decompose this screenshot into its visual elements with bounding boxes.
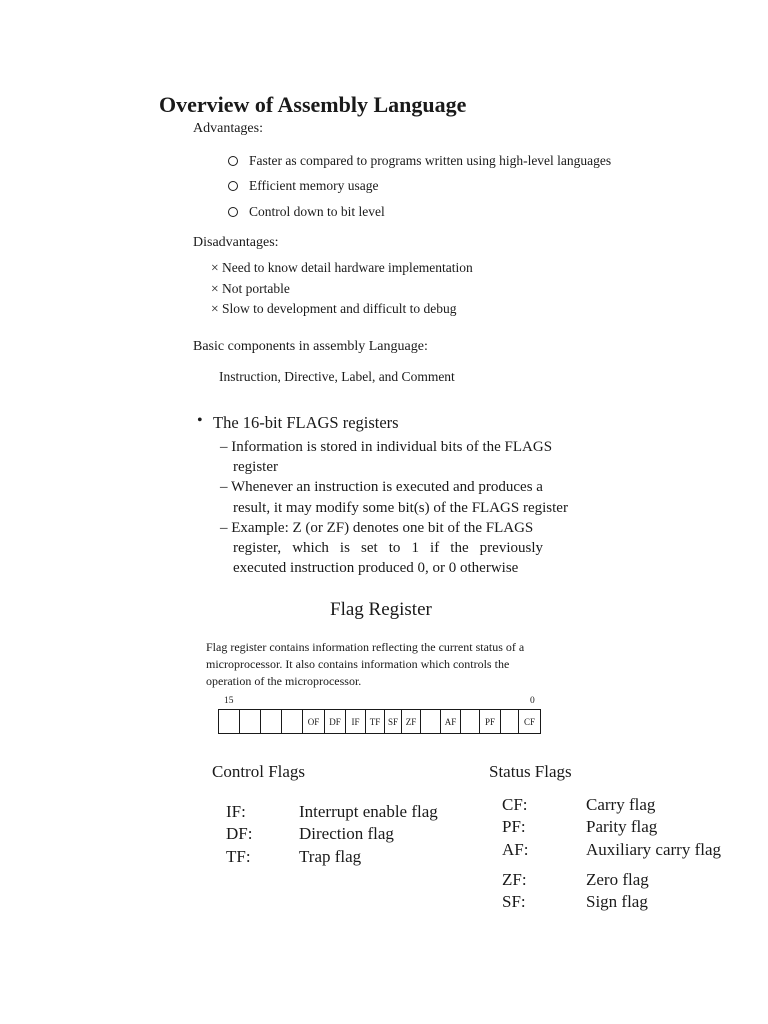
circle-bullet-icon [228,181,238,191]
flags-section-heading: The 16-bit FLAGS registers [213,413,399,432]
control-flag-code: DF: [226,824,253,843]
flags-line: executed instruction produced 0, or 0 otherwise [233,560,519,576]
control-flag-name: Direction flag [299,824,394,843]
flags-line: – Example: Z (or ZF) denotes one bit of the FLAGS [220,520,534,536]
bit-label-low: 0 [530,696,535,706]
register-cell: PF [480,710,501,733]
flags-line: – Whenever an instruction is executed and produces a [220,479,543,495]
register-cell: DF [325,710,346,733]
status-flags-heading: Status Flags [489,762,572,781]
flag-register-diagram [218,709,541,734]
status-flag-name: Sign flag [586,892,648,911]
status-flag-code: SF: [502,892,526,911]
disadvantage-item [211,260,473,276]
components-text: Instruction, Directive, Label, and Comment [219,369,455,384]
flags-line: register, which is set to 1 if the previously [233,540,543,556]
status-flag-name: Auxiliary carry flag [586,840,721,859]
cross-marker-icon: × [211,260,219,275]
disadvantages-heading: Disadvantages: [193,235,279,250]
register-cell: OF [303,710,325,733]
cross-marker-icon: × [211,281,219,296]
flags-line: register [233,459,278,475]
components-heading: Basic components in assembly Language: [193,339,428,354]
advantage-item: Faster as compared to programs written using high-level languages [249,153,612,168]
register-cell: AF [441,710,461,733]
bit-label-high: 15 [224,696,234,706]
status-flag-code: AF: [502,840,529,859]
register-cell: SF [385,710,402,733]
control-flag-name: Interrupt enable flag [299,802,438,821]
register-cell: CF [523,716,535,727]
register-cell [501,710,519,733]
control-flags-heading: Control Flags [212,762,306,781]
register-cell: IF [346,710,366,733]
status-flag-name: Zero flag [586,870,649,889]
disadvantage-item [211,301,456,317]
page-title: Overview of Assembly Language [159,92,467,117]
cross-marker-icon: × [211,301,219,316]
disadvantage-item [211,281,290,297]
register-cell: TF [366,710,385,733]
register-cell: ZF [402,710,421,733]
control-flag-code: IF: [226,802,246,821]
flag-register-description: Flag register contains information reflecting the current status of a microprocessor. It also contains information which controls the operation of the microprocessor. [206,640,525,688]
disadvantage-text: Not portable [222,281,290,296]
flag-register-heading: Flag Register [330,599,432,620]
disadvantage-text: Slow to development and difficult to debug [222,301,457,316]
register-cell [421,710,441,733]
circle-bullet-icon [228,156,238,166]
bullet-icon: • [197,412,203,429]
register-cell [261,710,282,733]
circle-bullet-icon [228,207,238,217]
control-flag-code: TF: [226,847,251,866]
flags-line: – Information is stored in individual bits of the FLAGS [220,439,553,455]
status-flag-name: Carry flag [586,795,656,814]
flags-line: result, it may modify some bit(s) of the FLAGS register [233,500,568,516]
register-cell [282,710,303,733]
status-flag-code: ZF: [502,870,527,889]
register-cell [461,710,480,733]
advantages-heading: Advantages: [193,121,263,136]
register-cell [219,710,240,733]
status-flag-code: PF: [502,817,526,836]
disadvantage-text: Need to know detail hardware implementation [222,260,473,275]
advantage-item: Efficient memory usage [249,178,379,193]
control-flag-name: Trap flag [299,847,362,866]
status-flag-code: CF: [502,795,528,814]
register-cell [240,710,261,733]
advantage-item: Control down to bit level [249,204,385,219]
status-flag-name: Parity flag [586,817,658,836]
